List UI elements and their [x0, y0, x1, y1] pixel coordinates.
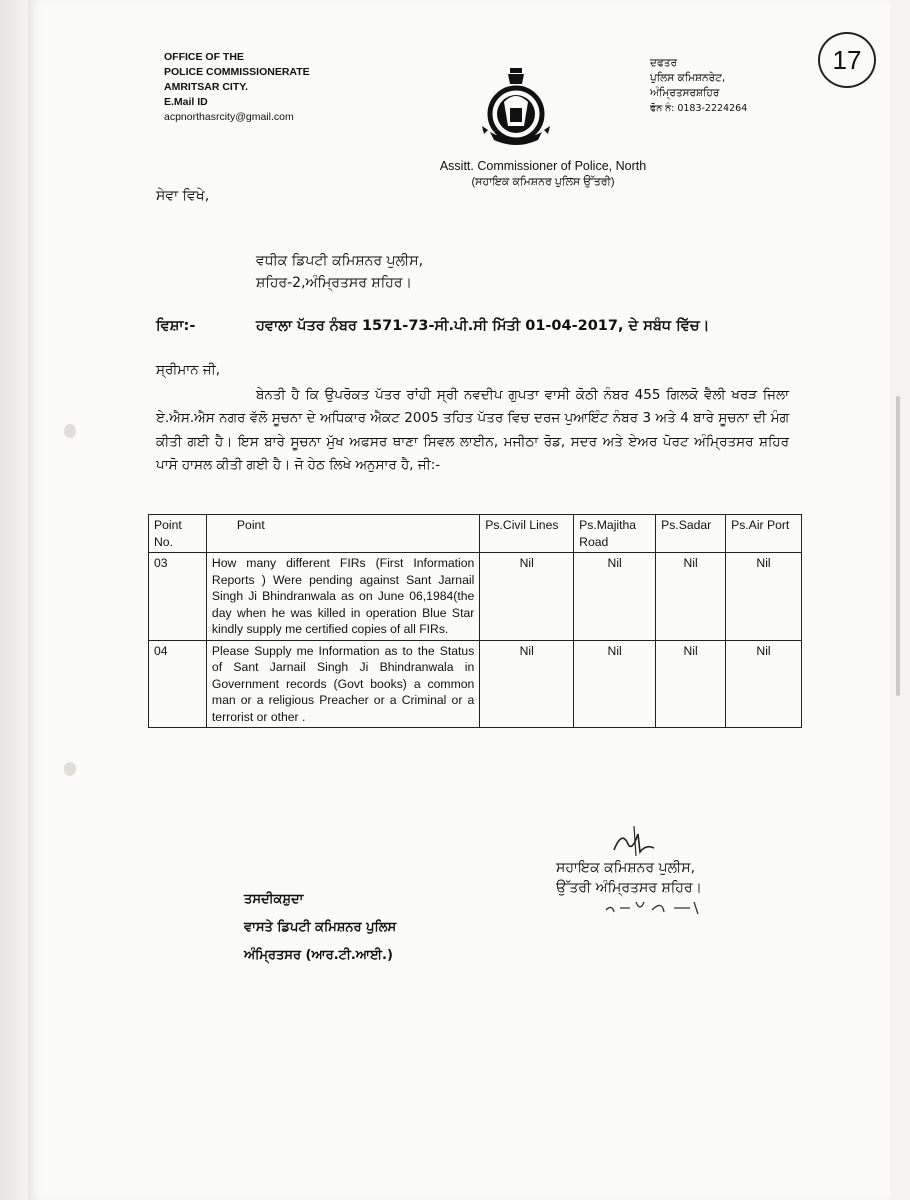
row-point-text: How many different FIRs (First Information Reports ) Were pending against Sant Jarnail Singh Ji Bhindranwala as on June 06,1984(the day when he was killed in operation Blue Star kindly supply me certified copies of all FIRs. — [206, 553, 479, 641]
header-right-line1: ਦਫਤਰ — [650, 57, 678, 69]
police-emblem-icon — [474, 66, 558, 156]
office-title-pa: (ਸਹਾਇਕ ਕਮਿਸ਼ਨਰ ਪੁਲਿਸ ਉੱਤਰੀ) — [471, 176, 615, 188]
page-edge-shadow — [0, 0, 28, 1200]
row-point-no: 04 — [149, 640, 207, 728]
address-line1: ਵਧੀਕ ਡਿਪਟੀ ਕਮਿਸ਼ਨਰ ਪੁਲੀਸ, — [256, 253, 424, 269]
header-air-port: Ps.Air Port — [726, 515, 802, 553]
header-right — [650, 56, 747, 116]
phone-number: ਫੋਨ ਨੰ: 0183-2224264 — [650, 103, 748, 114]
forwarding-stamp — [244, 886, 396, 970]
header-left-line4: E.Mail ID — [164, 96, 208, 108]
header-right-line2: ਪੁਲਿਸ ਕਮਿਸ਼ਨਰੇਟ, — [650, 72, 726, 84]
header-left — [164, 50, 310, 125]
row-point-no: 03 — [149, 553, 207, 641]
page-number: 17 — [818, 32, 876, 88]
handwritten-date-icon — [602, 892, 712, 918]
table-row — [149, 640, 802, 728]
cell-sadar: Nil — [656, 553, 726, 641]
cell-civil-lines: Nil — [480, 553, 574, 641]
table-row — [149, 553, 802, 641]
office-title — [418, 158, 668, 190]
letter-body — [156, 384, 789, 478]
cell-majitha-road: Nil — [574, 640, 656, 728]
header-left-line3: AMRITSAR CITY. — [164, 81, 248, 93]
letter-body-paragraph: ਬੇਨਤੀ ਹੈ ਕਿ ਉਪਰੋਕਤ ਪੱਤਰ ਰਾਂਹੀ ਸ੍ਰੀ ਨਵਦੀਪ ਗੁਪਤਾ ਵਾਸੀ ਕੋਠੀ ਨੰਬਰ 455 ਗਿਲਕੋ ਵੈਲੀ ਖਰੜ ਜਿਲਾ ਏ.ਐਸ.ਐਸ ਨਗਰ ਵੱਲੋ ਸੂਚਨਾ ਦੇ ਅਧਿਕਾਰ ਐਕਟ 2005 ਤਹਿਤ ਪੱਤਰ ਵਿਚ ਦਰਜ ਪੁਆਇੰਟ ਨੰਬਰ 3 ਅਤੇ 4 ਬਾਰੇ ਸੂਚਨਾ ਦੀ ਮੰਗ ਕੀਤੀ ਗਈ ਹੈ। ਇਸ ਬਾਰੇ ਸੂਚਨਾ ਮੁੱਖ ਅਫਸਰ ਥਾਣਾ ਸਿਵਲ ਲਾਈਨ, ਮਜੀਠਾ ਰੋਡ, ਸਦਰ ਅਤੇ ਏਅਰ ਪੋਰਟ ਅੰਮ੍ਰਿਤਸਰ ਸ਼ਹਿਰ ਪਾਸੋ ਹਾਸਲ ਕੀਤੀ ਗਈ ਹੈ। ਜੋ ਹੇਠ ਲਿਖੇ ਅਨੁਸਾਰ ਹੈ, ਜੀ:- — [156, 387, 789, 474]
header-right-line3: ਅੰਮ੍ਰਿਤਸਰਸ਼ਹਿਰ — [650, 87, 720, 99]
office-title-en: Assitt. Commissioner of Police, North — [439, 159, 647, 173]
cell-sadar: Nil — [656, 640, 726, 728]
signatory-line2: ਉੱਤਰੀ ਅੰਮ੍ਰਿਤਸਰ ਸ਼ਹਿਰ। — [556, 880, 702, 896]
address-line2: ਸ਼ਹਿਰ-2,ਅੰਮ੍ਰਿਤਸਰ ਸ਼ਹਿਰ। — [256, 275, 412, 291]
information-table — [148, 514, 802, 728]
handwritten-signature-icon — [604, 820, 674, 860]
subject-label: ਵਿਸ਼ਾ:- — [156, 318, 196, 334]
cell-civil-lines: Nil — [480, 640, 574, 728]
paper-stain — [64, 424, 76, 438]
header-civil-lines: Ps.Civil Lines — [480, 515, 574, 553]
row-point-text: Please Supply me Information as to the Status of Sant Jarnail Singh Ji Bhindranwala in Government records (Govt books) a common man or a religious Preacher or a Criminal or a terrorist or other . — [206, 640, 479, 728]
stamp-line1: ਤਸਦੀਕਸ਼ੁਦਾ — [244, 892, 304, 907]
document-page — [28, 0, 890, 1200]
stamp-line3: ਅੰਮ੍ਰਿਤਸਰ (ਆਰ.ਟੀ.ਆਈ.) — [244, 948, 393, 963]
cell-air-port: Nil — [726, 553, 802, 641]
recipient-address — [256, 250, 423, 294]
signatory-line1: ਸਹਾਇਕ ਕਮਿਸ਼ਨਰ ਪੁਲੀਸ, — [556, 860, 696, 876]
greeting: ਸ੍ਰੀਮਾਨ ਜੀ, — [156, 362, 221, 378]
header-sadar: Ps.Sadar — [656, 515, 726, 553]
header-left-line2: POLICE COMMISSIONERATE — [164, 66, 310, 78]
header-point: Point — [206, 515, 479, 553]
header-point-no: Point No. — [149, 515, 207, 553]
table-header-row — [149, 515, 802, 553]
header-left-line1: OFFICE OF THE — [164, 51, 244, 63]
email-address: acpnorthasrcity@gmail.com — [164, 111, 294, 123]
header-majitha-road: Ps.Majitha Road — [574, 515, 656, 553]
cell-majitha-road: Nil — [574, 553, 656, 641]
stamp-line2: ਵਾਸਤੇ ਡਿਪਟੀ ਕਮਿਸ਼ਨਰ ਪੁਲਿਸ — [244, 920, 397, 935]
salutation-to: ਸੇਵਾ ਵਿਖੇ, — [156, 188, 210, 204]
subject-text: ਹਵਾਲਾ ਪੱਤਰ ਨੰਬਰ 1571-73-ਸੀ.ਪੀ.ਸੀ ਮਿੱਤੀ 01-04-2017, ਦੇ ਸਬੰਧ ਵਿੱਚ। — [256, 318, 710, 334]
paper-stain — [64, 762, 76, 776]
cell-air-port: Nil — [726, 640, 802, 728]
scrollbar[interactable] — [896, 396, 900, 696]
